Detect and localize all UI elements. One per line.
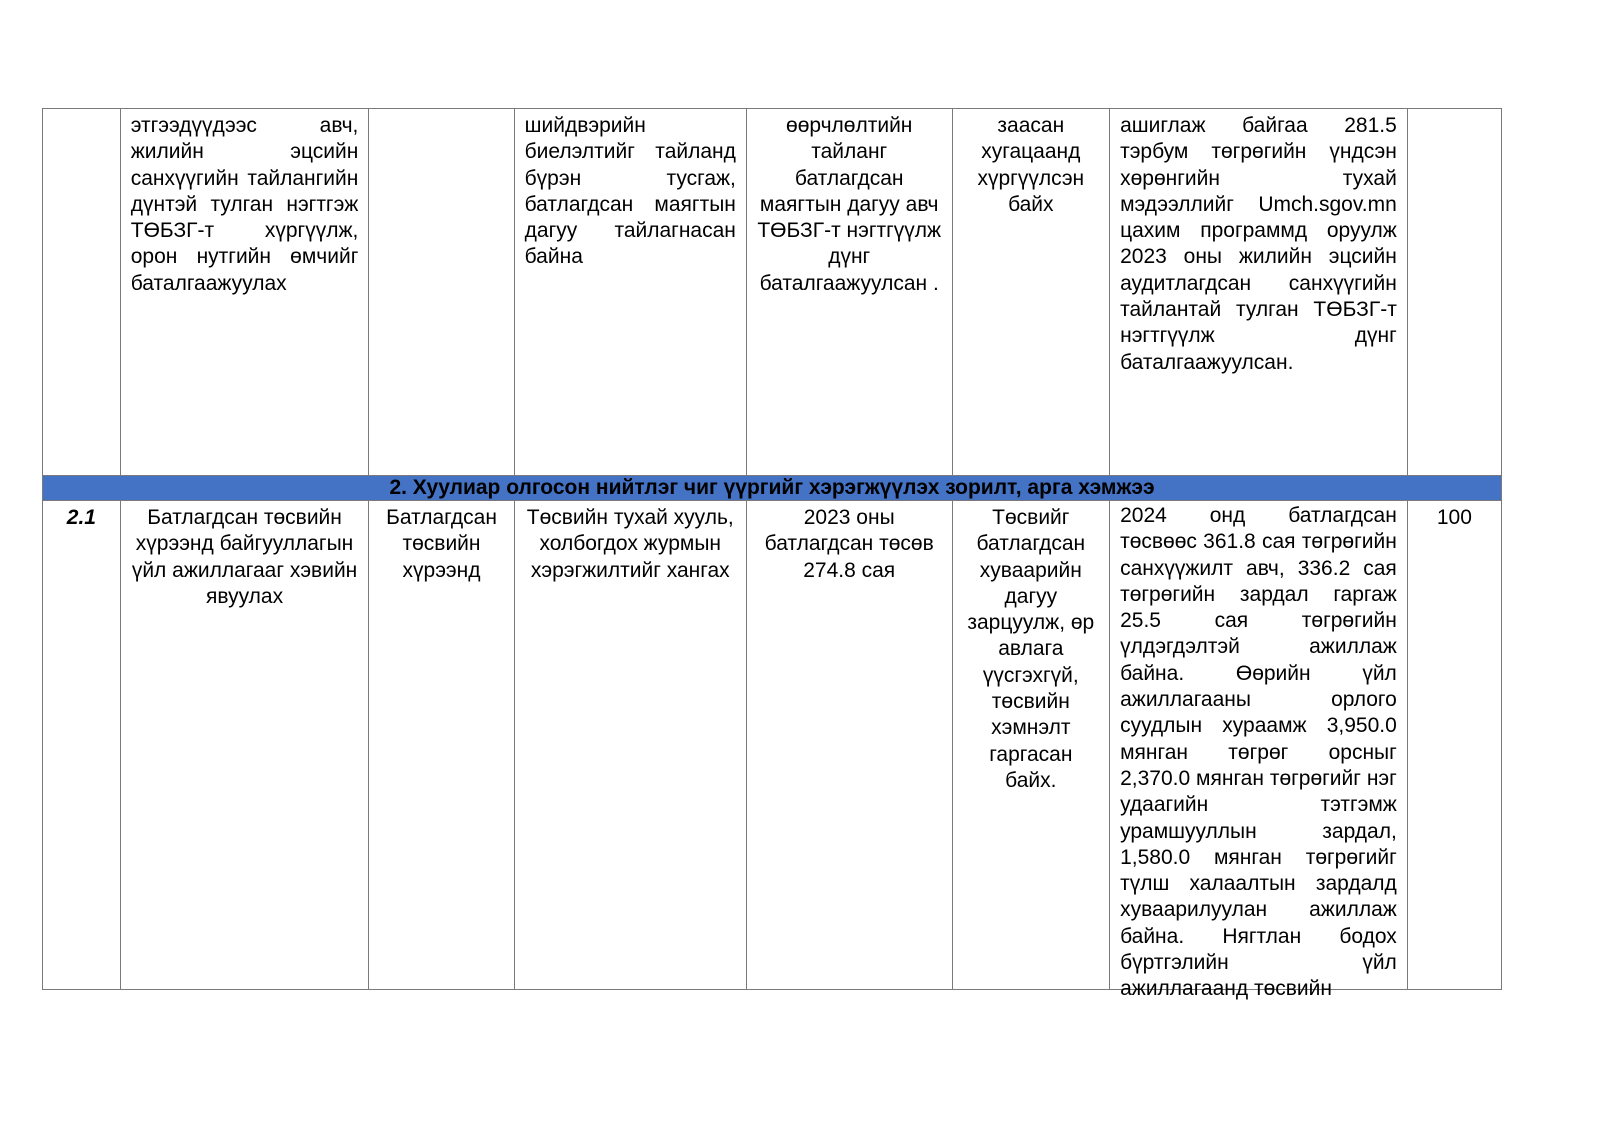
progress-report-cell <box>1110 501 1408 1001</box>
task-description: этгээдүүдээс авч, жилийн эцсийн санхүүгийн тайлангийн дүнтэй тулган нэгтгэж ТӨБЗГ-т хүргүүлж, орон нутгийн өмчийг баталгаажуулах <box>120 109 369 476</box>
baseline-cell: 2023 оны батлагдсан төсөв 274.8 сая <box>746 501 952 990</box>
report-table <box>42 108 1502 1001</box>
percent-cell <box>1407 109 1501 476</box>
progress-report: ашиглаж байгаа 281.5 тэрбум төгрөгийн үндсэн хөрөнгийн тухай мэдээллийг Umch.sgov.mn цахим программд оруулж 2023 оны жилийн эцсийн аудитлагдсан санхүүгийн тайлантай тулган ТӨБЗГ-т нэгтгүүлж дүнг баталгаажуулсан. <box>1110 109 1408 476</box>
percent-cell: 100 <box>1407 501 1501 990</box>
table-row <box>43 109 1502 476</box>
table-row <box>43 501 1502 990</box>
task-description: Батлагдсан төсвийн хүрээнд байгууллагын үйл ажиллагааг хэвийн явуулах <box>120 501 369 990</box>
expected-outcome: шийдвэрийн биелэлтийг тайланд бүрэн тусгаж, батлагдсан маягтын дагуу тайлагнасан байна <box>514 109 746 476</box>
scope-cell: Батлагдсан төсвийн хүрээнд <box>369 501 514 990</box>
target-cell: заасан хугацаанд хүргүүлсэн байх <box>952 109 1110 476</box>
scope-cell <box>369 109 514 476</box>
baseline-cell: өөрчлөлтийн тайланг батлагдсан маягтын дагуу авч ТӨБЗГ-т нэгтгүүлж дүнг баталгаажуулсан . <box>746 109 952 476</box>
row-number: 2.1 <box>43 501 121 990</box>
row-number <box>43 109 121 476</box>
expected-outcome: Төсвийн тухай хууль, холбогдох журмын хэрэгжилтийг хангах <box>514 501 746 990</box>
section-header-row <box>43 476 1502 501</box>
section-title: 2. Хуулиар олгосон нийтлэг чиг үүргийг хэрэгжүүлэх зорилт, арга хэмжээ <box>43 476 1502 501</box>
progress-report: 2024 онд батлагдсан төсвөөс 361.8 сая төгрөгийн санхүүжилт авч, 336.2 сая төгрөгийн зардал гаргаж 25.5 сая төгрөгийн үлдэгдэлтэй ажиллаж байна. Өөрийн үйл ажиллагааны орлого суудлын хураамж 3,950.0 мянган төгрөг орсныг 2,370.0 мянган төгрөгийг нэг удаагийн тэтгэмж урамшууллын зардал, 1,580.0 мянган төгрөгийг түлш халаалтын зардалд хуваарилуулан ажиллаж байна. Нягтлан бодох бүртгэлийн үйл ажиллагаанд төсвийн <box>1120 504 1397 1001</box>
target-cell: Төсвийг батлагдсан хуваарийн дагуу зарцуулж, өр авлага үүсгэхгүй, төсвийн хэмнэлт гаргасан байх. <box>952 501 1110 990</box>
